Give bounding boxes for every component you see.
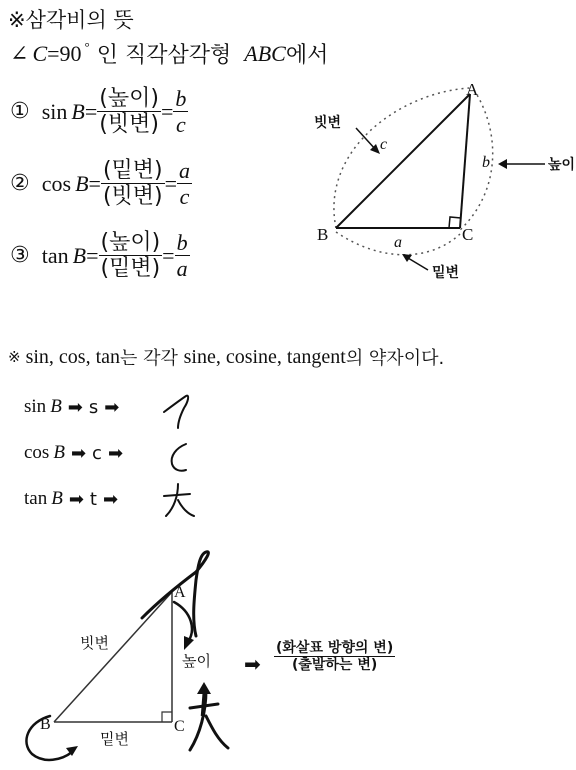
angle-var: C [32,40,48,66]
fn-var: B [53,442,65,463]
right-arrow-icon: ➡ [104,396,120,418]
circle-number-3: ③ [10,243,30,269]
angle-eq: =90 [47,40,82,66]
height-label: 높이 [548,157,576,173]
note-mark: ※ [8,348,21,366]
height-label: 높이 [182,652,211,670]
fn-var: B [50,396,62,417]
vertex-C: C [174,718,185,735]
fn-var: B [51,488,63,509]
equals-sign: = [164,170,178,196]
fn-name: sin [41,98,68,124]
fn-name: cos [24,442,50,463]
degree-sign: ° [84,38,90,54]
fraction-numerator: b [176,230,188,255]
base-label: 밑변 [100,730,129,748]
fraction-denominator: c [179,184,190,210]
abbrev-letter: t [89,488,97,510]
vertex-B: B [317,225,329,244]
circle-number-2: ② [10,171,30,197]
fraction-denominator: (빗변) [99,112,159,138]
side-c-label: c [380,136,388,153]
note-tail: 의 약자이다. [345,348,445,369]
page-title: ※삼각비의 뜻 [8,8,134,32]
fraction-numerator: (높이) [99,86,159,111]
hypotenuse-line [54,592,172,722]
fn-var: B [72,242,87,268]
fraction-denominator: a [176,256,188,282]
vertex-A: A [466,80,479,99]
curved-arrow-sin-head [184,636,194,650]
fraction-denominator: (빗변) [102,184,163,210]
fraction-denominator: (밑변) [100,256,161,282]
note-text: 는 각각 [120,348,184,369]
fraction-numerator: a [179,158,191,183]
fn-name: sin [24,396,47,417]
vertex-B: B [40,716,51,733]
equals-sign: = [160,98,174,124]
right-angle-mark [162,712,172,722]
abbrev-letter: s [88,396,99,418]
fraction-numerator: (밑변) [102,158,163,183]
abbrev-letter: c [92,442,102,464]
angle-symbol: ∠ [10,40,29,66]
side-a-label: a [394,234,402,251]
equals-sign: = [162,242,175,268]
equals-sign: = [88,170,101,196]
fn-name: tan [41,242,69,268]
fn-name: tan [24,488,48,509]
hypotenuse-label: 빗변 [314,115,342,131]
side-b-label: b [482,154,490,171]
base-label: 밑변 [432,265,460,281]
vertex-C: C [462,225,474,244]
circle-number-1: ① [10,99,30,125]
fn-var: B [71,98,85,124]
rule-denominator: (출발하는 변) [291,657,378,674]
condition-text: 인 직각삼각형 [89,43,239,68]
vertex-A: A [174,584,186,601]
rule-fraction [274,640,395,673]
fraction-numerator: (높이) [100,230,161,255]
rule-numerator: (화살표 방향의 변) [276,640,394,656]
equals-sign: = [84,98,98,124]
fn-name: cos [41,170,72,196]
fraction-denominator: c [176,112,186,138]
note-functions: sin, cos, tan [20,345,121,368]
right-arrow-icon: ➡ [67,396,83,418]
right-arrow-icon: ➡ [244,652,261,676]
hypotenuse-label: 빗변 [80,634,109,652]
fraction-numerator: b [175,86,187,111]
fn-var: B [75,170,89,196]
right-arrow-icon: ➡ [70,442,87,464]
note-fullnames: sine, cosine, tangent [183,345,346,368]
right-arrow-icon: ➡ [68,488,84,510]
equals-sign: = [86,242,99,268]
triangle-name: ABC [244,40,286,66]
right-arrow-icon: ➡ [107,442,124,464]
right-arrow-icon: ➡ [102,488,119,510]
curved-arrow-sin-icon [174,602,192,642]
handwritten-t-glyph-icon [190,690,228,750]
up-arrow-tan-head [197,682,211,694]
condition-tail: 에서 [285,43,329,68]
